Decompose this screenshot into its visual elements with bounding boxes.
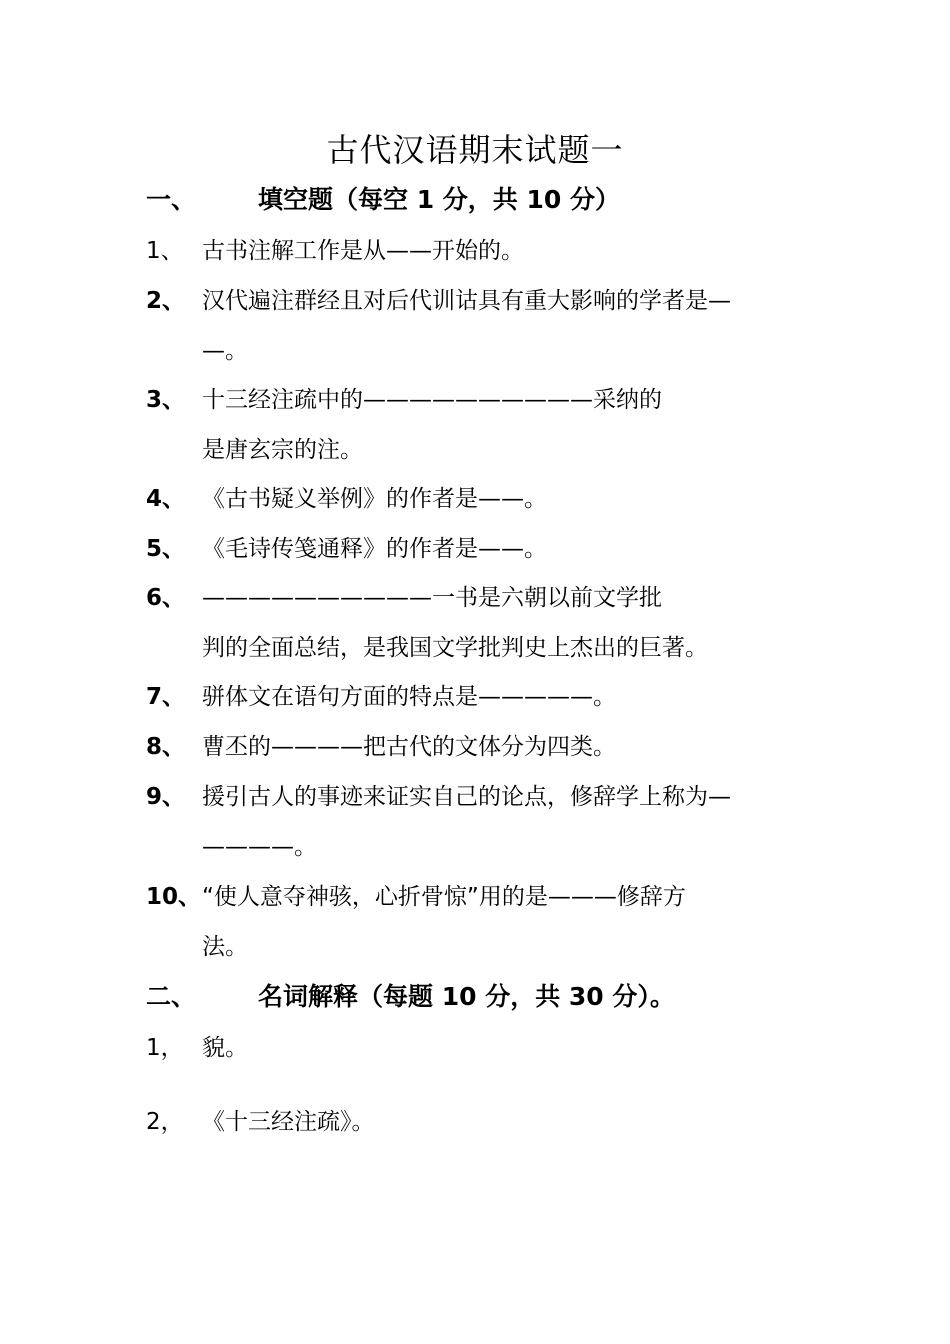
- question-text: 汉代遍注群经且对后代训诂具有重大影响的学者是—: [202, 288, 731, 314]
- question-text: 古书注解工作是从——开始的。: [202, 238, 524, 264]
- question-9-continuation: ————。: [202, 834, 317, 860]
- question-number: 4、: [146, 486, 186, 512]
- question-number: 8、: [146, 734, 186, 760]
- section-number: 二、: [146, 982, 197, 1011]
- question-10-continuation: 法。: [202, 934, 248, 960]
- question-text: 骈体文在语句方面的特点是—————。: [202, 684, 616, 710]
- question-number: 6、: [146, 585, 186, 611]
- question-number: 9、: [146, 784, 186, 810]
- question-text: ——————————一书是六朝以前文学批: [202, 585, 662, 611]
- question-3-continuation: 是唐玄宗的注。: [202, 437, 363, 463]
- question-text: “使人意夺神骇，心折骨惊”用的是———修辞方: [202, 884, 686, 910]
- question-number: 2、: [146, 288, 186, 314]
- term-text: 貌。: [202, 1035, 248, 1061]
- page-title: 古代汉语期末试题一: [326, 131, 624, 169]
- question-text: 援引古人的事迹来证实自己的论点，修辞学上称为—: [202, 784, 731, 810]
- section-title: 名词解释（每题 10 分，共 30 分）。: [258, 982, 675, 1011]
- question-number: 1、: [146, 238, 184, 264]
- question-text: 《古书疑义举例》的作者是——。: [202, 486, 547, 512]
- section-heading-fill-blank: [146, 183, 620, 217]
- question-text: 十三经注疏中的——————————采纳的: [202, 387, 662, 413]
- section-title: 填空题（每空 1 分，共 10 分）: [258, 185, 621, 214]
- question-text: 《毛诗传笺通释》的作者是——。: [202, 536, 547, 562]
- question-number: 7、: [146, 684, 186, 710]
- question-number: 3、: [146, 387, 186, 413]
- term-text: 《十三经注疏》。: [202, 1109, 375, 1135]
- question-number: 10、: [146, 884, 202, 910]
- section-heading-term-explanation: [146, 980, 675, 1014]
- question-number: 5、: [146, 536, 186, 562]
- term-number: 2，: [146, 1109, 184, 1135]
- question-6-continuation: 判的全面总结，是我国文学批判史上杰出的巨著。: [202, 635, 708, 661]
- term-number: 1，: [146, 1035, 184, 1061]
- question-2-continuation: —。: [202, 338, 248, 364]
- question-text: 曹丕的————把古代的文体分为四类。: [202, 734, 616, 760]
- section-number: 一、: [146, 185, 197, 214]
